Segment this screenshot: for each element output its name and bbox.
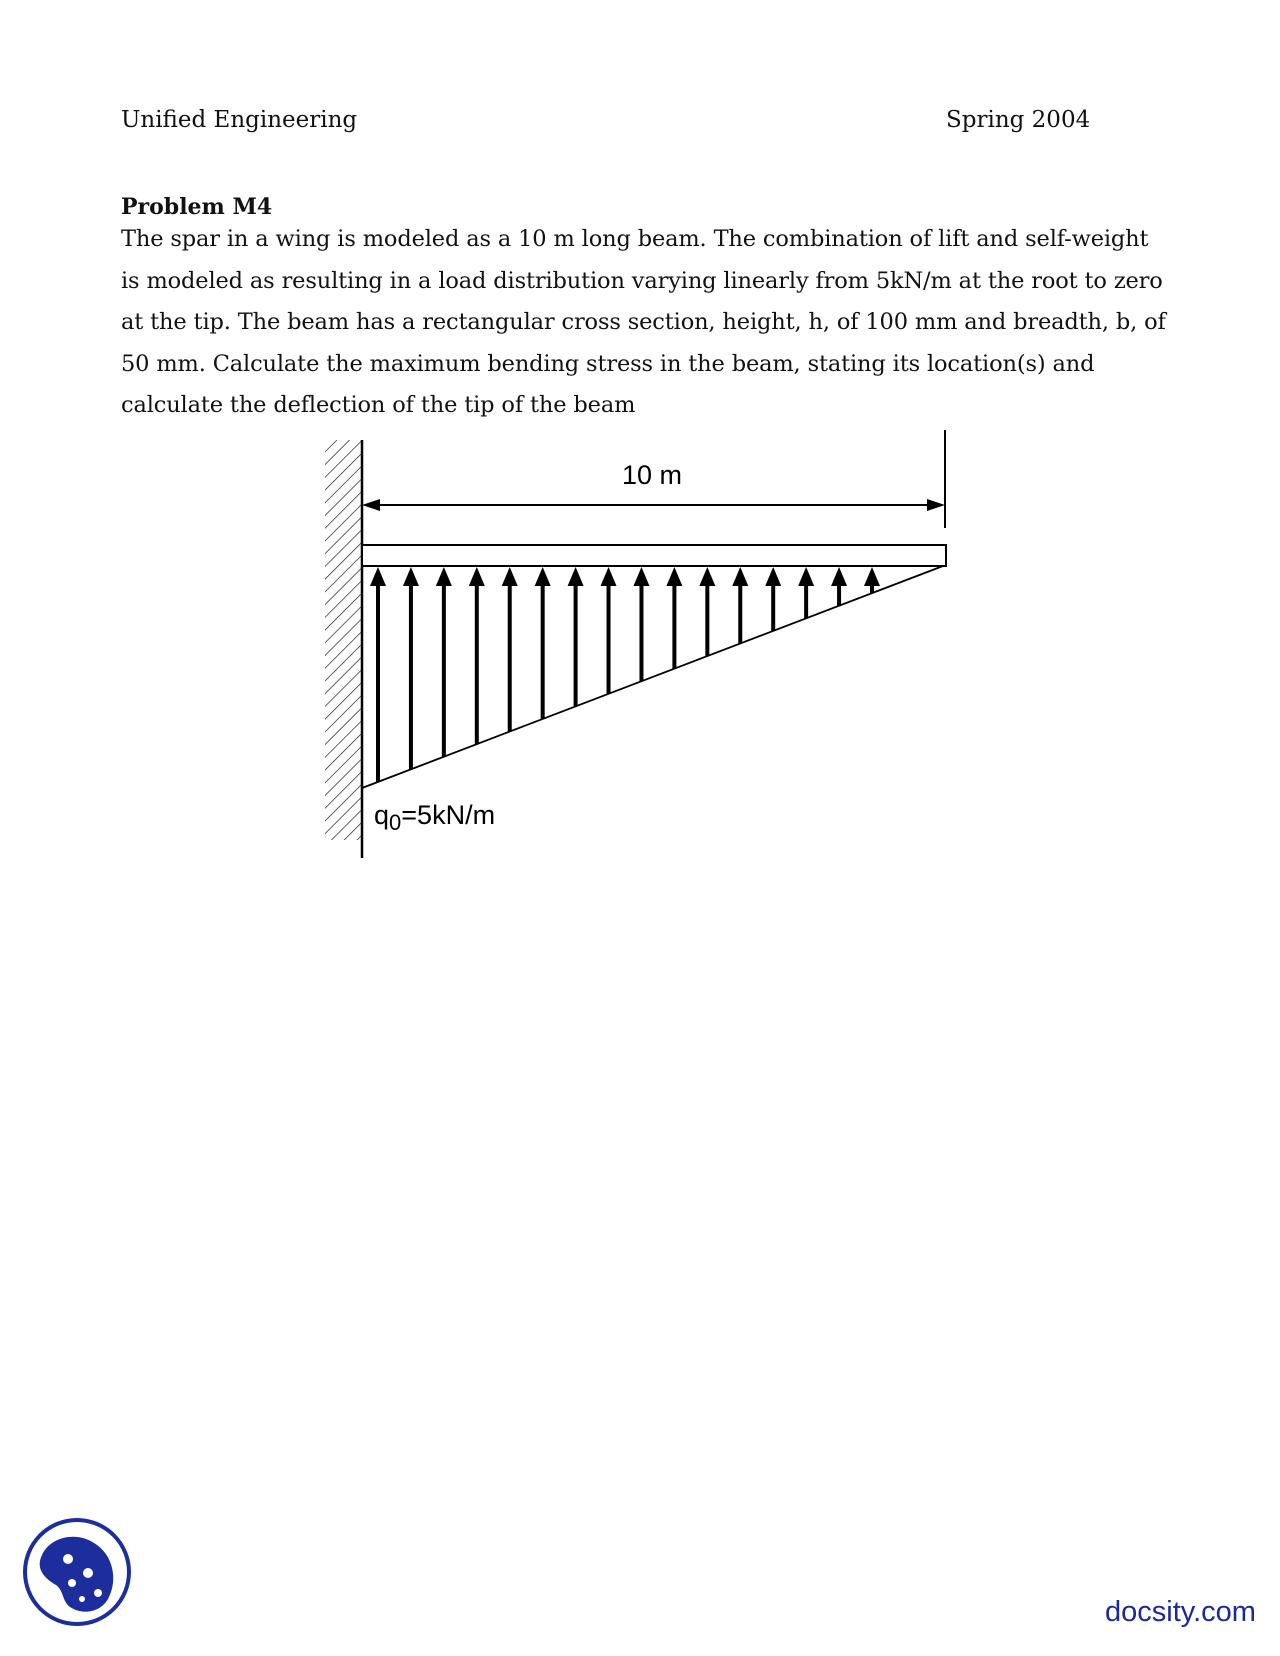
load-arrow (864, 567, 880, 593)
load-arrow (403, 567, 419, 769)
load-arrow-head-icon (535, 567, 551, 586)
length-label: 10 m (621, 460, 683, 490)
problem-line: 50 mm. Calculate the maximum bending stress in the beam, stating its location(s) and (121, 350, 1095, 377)
load-arrow-head-icon (370, 567, 386, 586)
header-term: Spring 2004 (946, 107, 1091, 133)
load-arrow-head-icon (633, 567, 649, 586)
load-distribution-line (362, 566, 943, 788)
beam (362, 545, 946, 566)
load-label-value: =5kN/m (401, 800, 496, 830)
docsity-link[interactable]: docsity.com (1105, 1596, 1256, 1628)
load-arrow (666, 567, 682, 669)
header-course-title: Unified Engineering (121, 107, 358, 133)
load-arrow-head-icon (831, 567, 847, 586)
load-arrow (436, 567, 452, 757)
load-arrow (732, 567, 748, 643)
load-arrow-head-icon (699, 567, 715, 586)
load-arrow-head-icon (765, 567, 781, 586)
load-arrow-head-icon (568, 567, 584, 586)
load-label (374, 800, 495, 835)
load-arrow (798, 567, 814, 618)
docsity-logo-icon (20, 1515, 134, 1629)
problem-line: The spar in a wing is modeled as a 10 m long beam. The combination of lift and self-weight (121, 226, 1149, 252)
load-arrow-head-icon (864, 567, 880, 586)
load-arrow (601, 567, 617, 694)
load-arrow (633, 567, 649, 681)
dimension-arrow-right-icon (927, 499, 945, 511)
load-arrow (765, 567, 781, 631)
problem-title: Problem M4 (121, 194, 273, 220)
load-arrow-head-icon (436, 567, 452, 586)
load-arrow (370, 567, 386, 782)
load-arrow-head-icon (798, 567, 814, 586)
problem-line: at the tip. The beam has a rectangular cross section, height, h, of 100 mm and breadth, b, of (121, 309, 1166, 335)
wall-hatching (325, 440, 361, 840)
load-label-symbol: q (374, 800, 390, 830)
problem-line: calculate the deflection of the tip of the beam (121, 392, 636, 418)
load-arrow-head-icon (732, 567, 748, 586)
dimension-arrow-left-icon (362, 499, 380, 511)
load-arrow (831, 567, 847, 606)
load-arrow (568, 567, 584, 706)
load-arrow-head-icon (469, 567, 485, 586)
load-arrow (469, 567, 485, 744)
load-arrows (370, 567, 880, 782)
load-arrow-head-icon (666, 567, 682, 586)
load-arrow-head-icon (403, 567, 419, 586)
load-arrow-head-icon (502, 567, 518, 586)
load-arrow (502, 567, 518, 732)
problem-line: is modeled as resulting in a load distribution varying linearly from 5kN/m at the root to zero (121, 267, 1163, 294)
load-arrow (535, 567, 551, 719)
load-arrow-head-icon (601, 567, 617, 586)
load-arrow (699, 567, 715, 656)
load-label-subscript: 0 (389, 810, 402, 835)
